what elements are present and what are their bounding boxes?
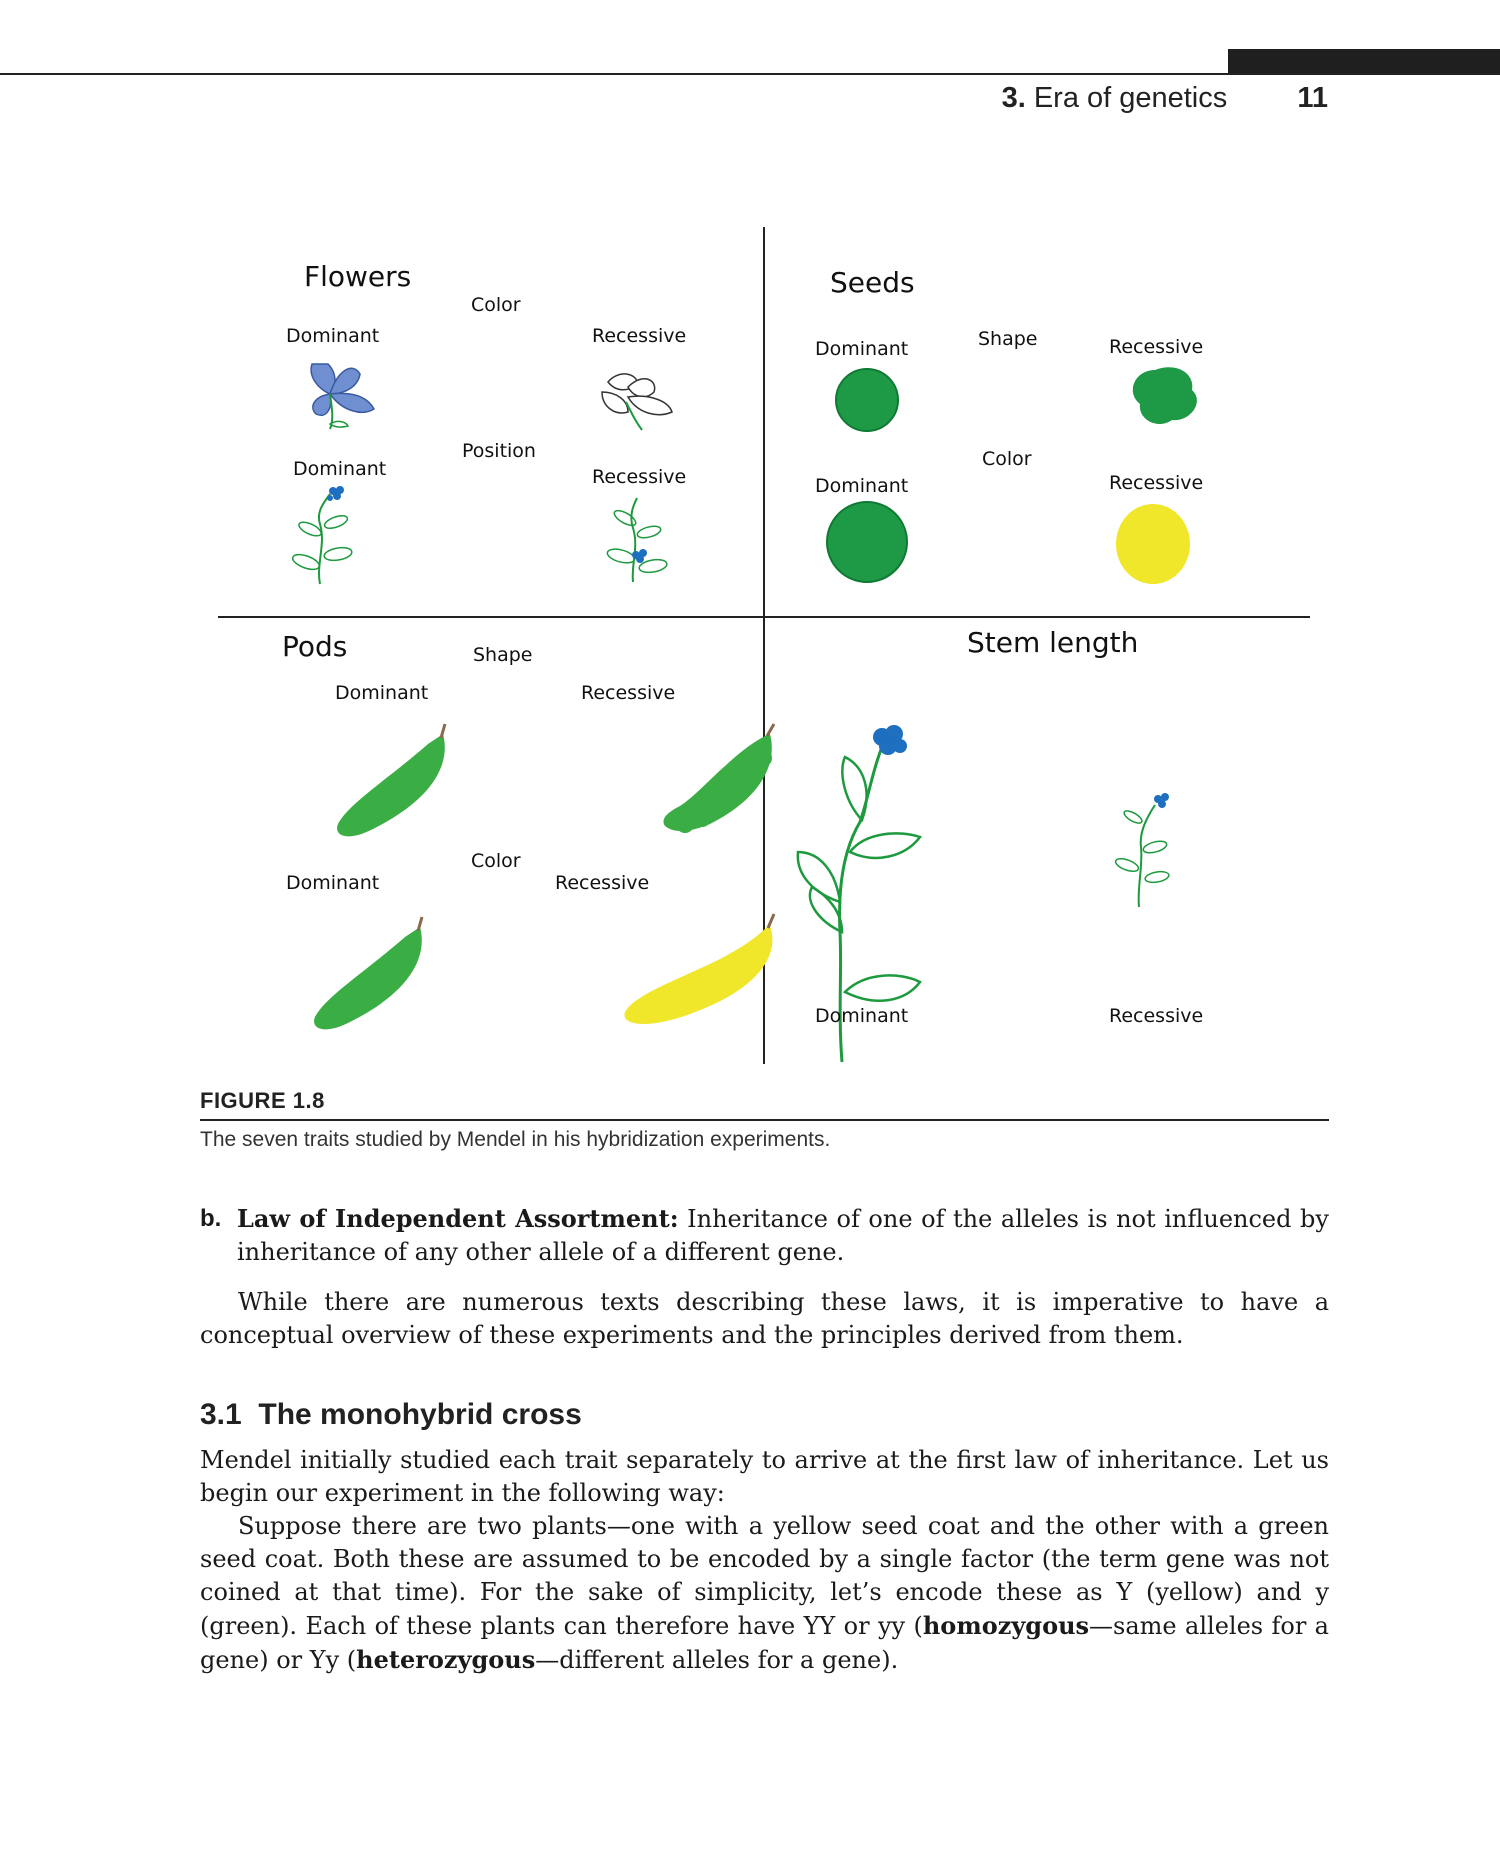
- term-homozygous: homozygous: [922, 1611, 1090, 1640]
- green-pod-icon: [314, 917, 422, 1029]
- paragraph-3: [200, 1510, 1329, 1677]
- law-b-item: [200, 1202, 1329, 1269]
- stem-dominant-label: Dominant: [815, 1005, 909, 1027]
- header-bar: [1228, 49, 1500, 74]
- yellow-seed-icon: [1116, 504, 1190, 584]
- seeds-color-label: Color: [982, 448, 1032, 470]
- paragraph-3-text-b: —same alleles for a gene) or Yy (: [200, 1612, 1329, 1674]
- stem-length-title: Stem length: [967, 626, 1139, 659]
- section-heading: [200, 1398, 582, 1432]
- paragraph-3-text-c: —different alleles for a gene).: [535, 1646, 899, 1674]
- stem-recessive-label: Recessive: [1109, 1005, 1204, 1027]
- law-b-text: [237, 1202, 1329, 1269]
- seeds-shape-label: Shape: [978, 328, 1038, 350]
- axial-flower-sprig-icon: [291, 486, 353, 584]
- green-seed-icon: [827, 502, 907, 582]
- section-title: Era of genetics: [1033, 82, 1228, 114]
- seeds-title: Seeds: [830, 266, 915, 299]
- inflated-green-pod-icon: [337, 724, 445, 836]
- flowers-dominant-label-2: Dominant: [293, 458, 387, 480]
- running-head: [1002, 82, 1328, 115]
- paragraph-1: While there are numerous texts describing these laws, it is imperative to have a conceptual overview of these experiments and the principles derived from them.: [200, 1288, 1329, 1349]
- wrinkled-green-seed-icon: [1133, 367, 1197, 424]
- term-heterozygous: heterozygous: [356, 1645, 536, 1674]
- seeds-recessive-label: Recessive: [1109, 336, 1204, 358]
- yellow-pod-icon: [624, 914, 774, 1024]
- law-b-definition: Inheritance of one of the alleles is not influenced by inheritance of any other allele of a different gene.: [237, 1205, 1329, 1266]
- seeds-recessive-label-2: Recessive: [1109, 472, 1204, 494]
- flowers-dominant-label: Dominant: [286, 325, 380, 347]
- constricted-green-pod-icon: [663, 724, 774, 833]
- seeds-dominant-label: Dominant: [815, 338, 909, 360]
- blue-flower-icon: [311, 364, 374, 429]
- pods-title: Pods: [282, 630, 348, 663]
- section-heading-number: 3.1: [200, 1398, 242, 1431]
- pods-dominant-label: Dominant: [335, 682, 429, 704]
- figure-mendel-traits: [200, 222, 1320, 1067]
- section-number: 3.: [1001, 82, 1026, 114]
- list-marker: b.: [200, 1205, 222, 1232]
- short-plant-icon: [1114, 793, 1170, 907]
- flowers-recessive-label-2: Recessive: [592, 466, 687, 488]
- pods-recessive-label: Recessive: [581, 682, 676, 704]
- figure-caption-text: The seven traits studied by Mendel in his hybridization experiments.: [200, 1128, 831, 1151]
- paragraph-3-text-a: Suppose there are two plants—one with a yellow seed coat and the other with a green seed coat. Both these are assumed to be encoded by a single factor (the term gene was not coined at that time). For the sake of simplicity, let’s encode these as Y (yellow) and y (green). Each of these plants can therefore have YY or yy (: [200, 1512, 1329, 1640]
- figure-caption-label: FIGURE 1.8: [200, 1088, 325, 1113]
- figure-caption-rule: [200, 1119, 1329, 1121]
- pods-dominant-label-2: Dominant: [286, 872, 380, 894]
- terminal-flower-sprig-icon: [606, 498, 668, 582]
- flowers-position-label: Position: [462, 440, 536, 462]
- paragraph-2: Mendel initially studied each trait separately to arrive at the first law of inheritance. Let us begin our experiment in the following way:: [200, 1446, 1329, 1507]
- page-number: 11: [1297, 82, 1328, 114]
- section-heading-title: The monohybrid cross: [258, 1398, 582, 1431]
- white-flower-icon: [602, 374, 672, 430]
- pods-color-label: Color: [471, 850, 521, 872]
- pods-recessive-label-2: Recessive: [555, 872, 650, 894]
- flowers-recessive-label: Recessive: [592, 325, 687, 347]
- round-green-seed-icon: [836, 369, 898, 431]
- law-b-term: Law of Independent Assortment:: [237, 1204, 679, 1233]
- flowers-color-label: Color: [471, 294, 521, 316]
- seeds-dominant-label-2: Dominant: [815, 475, 909, 497]
- header-rule: [0, 73, 1500, 75]
- pods-shape-label: Shape: [473, 644, 533, 666]
- flowers-title: Flowers: [304, 260, 412, 293]
